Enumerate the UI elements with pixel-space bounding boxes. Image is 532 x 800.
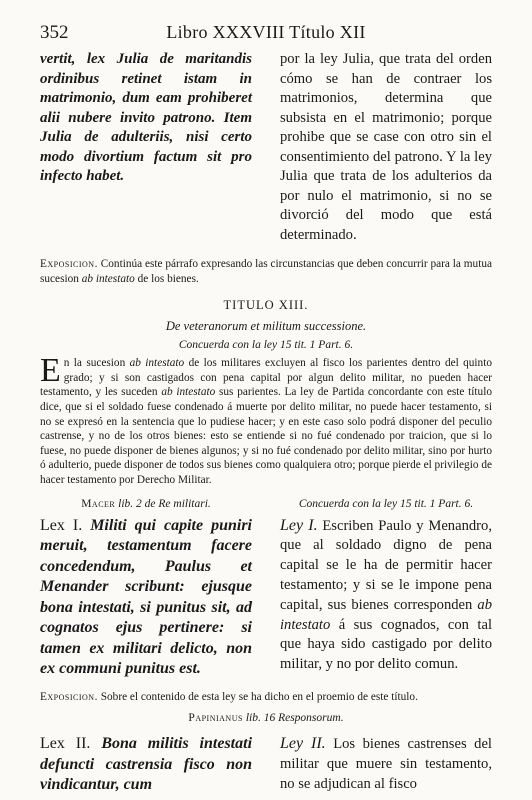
exposicion-label: Exposicion. (40, 258, 98, 270)
ley1-label: Ley I. (280, 516, 318, 534)
title-concuerda: Concuerda con la ley 15 tit. 1 Part. 6. (178, 339, 354, 352)
lex1-latin-text: Militi qui capite puniri meruit, testamentum facere concedendum, Paulus et Menander scribunt: ejusque bona intestati, si punitus sit, ad cognatos ejus pertinere: si tamen ex militari delicto, non ex communi punitus est. (40, 516, 252, 678)
exposicion2-text: Sobre el contenido de esta ley se ha dicho en el proemio de este título. (100, 690, 418, 703)
intro-p1: n la sucesion (63, 357, 126, 370)
exposicion-2 (40, 690, 492, 705)
ley1-text-2: á sus cognados, con tal que haya sido castigado por delito militar, y no por delito comun. (280, 616, 492, 673)
page-header (40, 22, 492, 46)
papinianus-rest: lib. 16 Responsorum. (245, 712, 344, 725)
source-references (40, 498, 492, 510)
exposicion-1 (40, 257, 492, 286)
title-heading: TITULO XIII. (223, 298, 309, 313)
lex2-latin-text: Bona militis intestati defuncti castrensia fisco non vindicantur, cum (40, 735, 253, 794)
lex2-columns (40, 734, 492, 796)
exposicion2-label: Exposicion. (40, 690, 98, 703)
page-number: 352 (40, 22, 69, 43)
lex1-spanish (280, 516, 492, 680)
title-subtitle: De veteranorum et militum successione. (165, 319, 367, 334)
papinianus-reference (40, 712, 492, 724)
lex1-label: Lex I. (40, 516, 83, 534)
intro-i1: ab intestato (129, 357, 185, 370)
running-head: Libro XXXVIII Título XII (166, 22, 366, 42)
lex2-latin (40, 734, 252, 796)
ref-left (40, 498, 252, 510)
spanish-column-top: por la ley Julia, que trata del orden cómo se han de contraer los matrimonios, determina que subsista en el matrimonio; porque prohibe que se case con otro sin el consentimiento del patrono. Y la ley Julia que trata de los adulterios da por nulo el matrimonio, si no se divorció del modo que está determinado. (280, 51, 492, 243)
ref-left-rest: lib. 2 de Re militari. (118, 497, 211, 510)
ref-right-text: Concuerda con la ley 15 tit. 1 Part. 6. (298, 497, 474, 510)
ley2-label: Ley II. (280, 735, 326, 753)
page (40, 22, 492, 796)
exposicion-text-a: Continúa este párrafo expresando las circunstancias que deben concurrir para la mutua sucesion (40, 258, 492, 285)
lex2-spanish (280, 734, 492, 796)
lex2-label: Lex II. (40, 735, 91, 753)
latin-column-top: vertit, lex Julia de maritandis ordinibus retinet istam in matrimonio, dum eam prohiberet alii nubere invito patrono. Item Julia de adulteriis, nisi certo modo divortium factum sit pro infecto habet. (40, 51, 252, 184)
intro-i2: ab intestato (161, 386, 216, 399)
ley1-text-1: Escriben Paulo y Menandro, que al soldado digno de pena capital se le ha de permitir hacer testamento; y si se le impone pena capital, sus bienes corresponden (280, 517, 492, 613)
intro-p2: de los militares excluyen al fisco los parientes dentro del quinto grado; y si son castigados con pena capital por algun delito militar, no pueden hacer testamento, y les suceden (40, 357, 492, 399)
ley2-text: Los bienes castrenses del militar que muere sin testamento, no se adjudican al fisco (280, 736, 492, 792)
drop-cap: E (40, 352, 61, 390)
exposicion-text-b: de los bienes. (137, 272, 199, 285)
ref-right (280, 498, 492, 510)
ref-left-name: Macer (81, 497, 116, 510)
intro-paragraph (40, 352, 492, 487)
lex1-latin (40, 516, 252, 680)
top-columns (40, 50, 492, 245)
ley1-text-italic: ab intestato (280, 596, 492, 633)
exposicion-text-italic: ab intestato (81, 272, 135, 285)
intro-p3: sus parientes. La ley de Partida concordante con este título dice, que si el soldado fuese condenado á muerte por delito militar, no puede hacer testamento, si no se expresó en la sentencia que lo pudiese hacer; y en este caso solo podrá disponer del peculio castrense, y no de los otros bienes: esto se entiende si no fué condenado por traicion, que si lo fuese, no puede disponer de bienes algunos; y si no fué condenado por delito militar, sino por hurto ó adulterio, puede disponer de todos sus bienes como qualquiera otro; porque pierde el privilegio de hacer testamento por Derecho Militar. (40, 386, 492, 486)
lex1-columns (40, 516, 492, 680)
papinianus-name: Papinianus (188, 712, 243, 725)
